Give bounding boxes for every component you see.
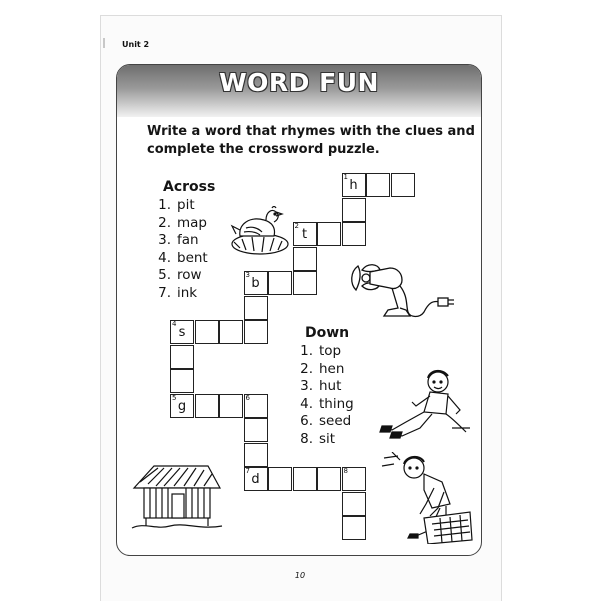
crossword-cell[interactable]: [342, 198, 366, 222]
crossword-cell[interactable]: [195, 320, 219, 344]
crossword-cell[interactable]: [342, 173, 366, 197]
down-clue: [295, 431, 335, 447]
crossword-cell[interactable]: [342, 222, 366, 246]
down-clue: [295, 361, 344, 377]
page-edge-mark: [103, 38, 105, 48]
down-clue-number: 2.: [300, 360, 313, 377]
page-title: WORD FUN: [219, 68, 379, 97]
down-clue-word: seed: [319, 413, 352, 429]
crossword-cell[interactable]: [170, 369, 194, 393]
crossword-cell[interactable]: [293, 247, 317, 271]
cell-number: 6: [245, 393, 250, 402]
down-clue-number: 3.: [300, 378, 313, 394]
down-clue-word: sit: [319, 430, 336, 447]
crossword-cell[interactable]: [391, 173, 415, 197]
crossword-cell[interactable]: [170, 394, 194, 418]
crossword-cell[interactable]: [170, 320, 194, 344]
crossword-cell[interactable]: [342, 516, 366, 540]
cell-letter: h: [349, 178, 358, 193]
across-clue: [153, 215, 207, 231]
cell-letter: s: [178, 325, 186, 340]
crossword-cell[interactable]: [317, 222, 341, 246]
down-clue-word: top: [319, 343, 342, 359]
crossword-cell[interactable]: [244, 394, 268, 418]
crossword-cell[interactable]: [195, 394, 219, 418]
across-clue-word: bent: [177, 249, 208, 266]
cell-letter: d: [251, 472, 260, 487]
fan-picture: [348, 256, 458, 326]
page-number: 10: [294, 571, 306, 580]
down-clue-number: 4.: [300, 395, 313, 412]
down-clue-number: 1.: [300, 343, 313, 359]
across-clue-word: ink: [177, 284, 198, 301]
crossword-cell[interactable]: [170, 345, 194, 369]
down-clue-number: 8.: [300, 430, 313, 447]
hen-on-nest-picture: [226, 206, 292, 258]
crossword-cell[interactable]: [293, 467, 317, 491]
crossword-cell[interactable]: [244, 271, 268, 295]
across-clue-word: row: [177, 267, 202, 283]
boy-sitting-picture: [376, 368, 472, 442]
down-clue: [295, 396, 354, 412]
crossword-cell[interactable]: [244, 418, 268, 442]
crossword-cell[interactable]: [244, 320, 268, 344]
across-clue: [153, 285, 197, 301]
crossword-cell[interactable]: [342, 467, 366, 491]
cell-number: 8: [343, 467, 348, 475]
cell-number: 2: [294, 222, 299, 230]
cell-number: 4: [172, 320, 177, 328]
across-clue-word: fan: [177, 232, 199, 248]
crossword-cell[interactable]: [244, 296, 268, 320]
instructions-line-1: Write a word that rhymes with the clues and: [147, 124, 475, 139]
cell-number: 3: [245, 271, 250, 279]
down-clue-word: thing: [319, 395, 354, 412]
crossword-cell[interactable]: [244, 467, 268, 491]
unit-label: Unit 2: [122, 40, 150, 49]
cell-letter: t: [301, 227, 308, 242]
crossword-cell[interactable]: [293, 271, 317, 295]
across-clue: [153, 232, 199, 248]
cell-number: 5: [172, 393, 177, 402]
crossword-cell[interactable]: [268, 467, 292, 491]
down-clue-number: 6.: [300, 413, 313, 429]
crossword-cell[interactable]: [244, 443, 268, 467]
crossword-cell[interactable]: [366, 173, 390, 197]
instructions: [147, 123, 475, 159]
across-clue-number: 7.: [158, 284, 171, 301]
cell-number: 7: [245, 467, 250, 475]
crossword-cell[interactable]: [342, 492, 366, 516]
cell-letter: b: [251, 276, 260, 291]
instructions-line-2: complete the crossword puzzle.: [147, 142, 380, 157]
across-clue-number: 1.: [158, 197, 171, 213]
across-clue: [153, 250, 208, 266]
across-clue-word: map: [177, 214, 207, 231]
cell-letter: g: [177, 398, 187, 414]
down-clue-word: hut: [319, 378, 342, 394]
across-clue-number: 5.: [158, 267, 171, 283]
across-heading: Across: [163, 179, 216, 195]
across-clue: [153, 197, 195, 213]
cell-number: 1: [343, 173, 348, 181]
across-clue-number: 4.: [158, 249, 171, 266]
down-clue: [295, 378, 341, 394]
down-clue: [295, 343, 341, 359]
boy-drawing-picture: [380, 452, 474, 544]
crossword-cell[interactable]: [293, 222, 317, 246]
hut-picture: [130, 462, 224, 532]
title-banner: [117, 65, 481, 117]
down-heading: Down: [305, 325, 350, 341]
down-clue-word: hen: [319, 360, 345, 377]
across-clue-number: 2.: [158, 214, 171, 231]
crossword-cell[interactable]: [219, 394, 243, 418]
crossword-cell[interactable]: [268, 271, 292, 295]
across-clue: [153, 267, 202, 283]
crossword-cell[interactable]: [219, 320, 243, 344]
across-clue-number: 3.: [158, 232, 171, 248]
down-clue: [295, 413, 351, 429]
crossword-cell[interactable]: [317, 467, 341, 491]
across-clue-word: pit: [177, 197, 195, 213]
